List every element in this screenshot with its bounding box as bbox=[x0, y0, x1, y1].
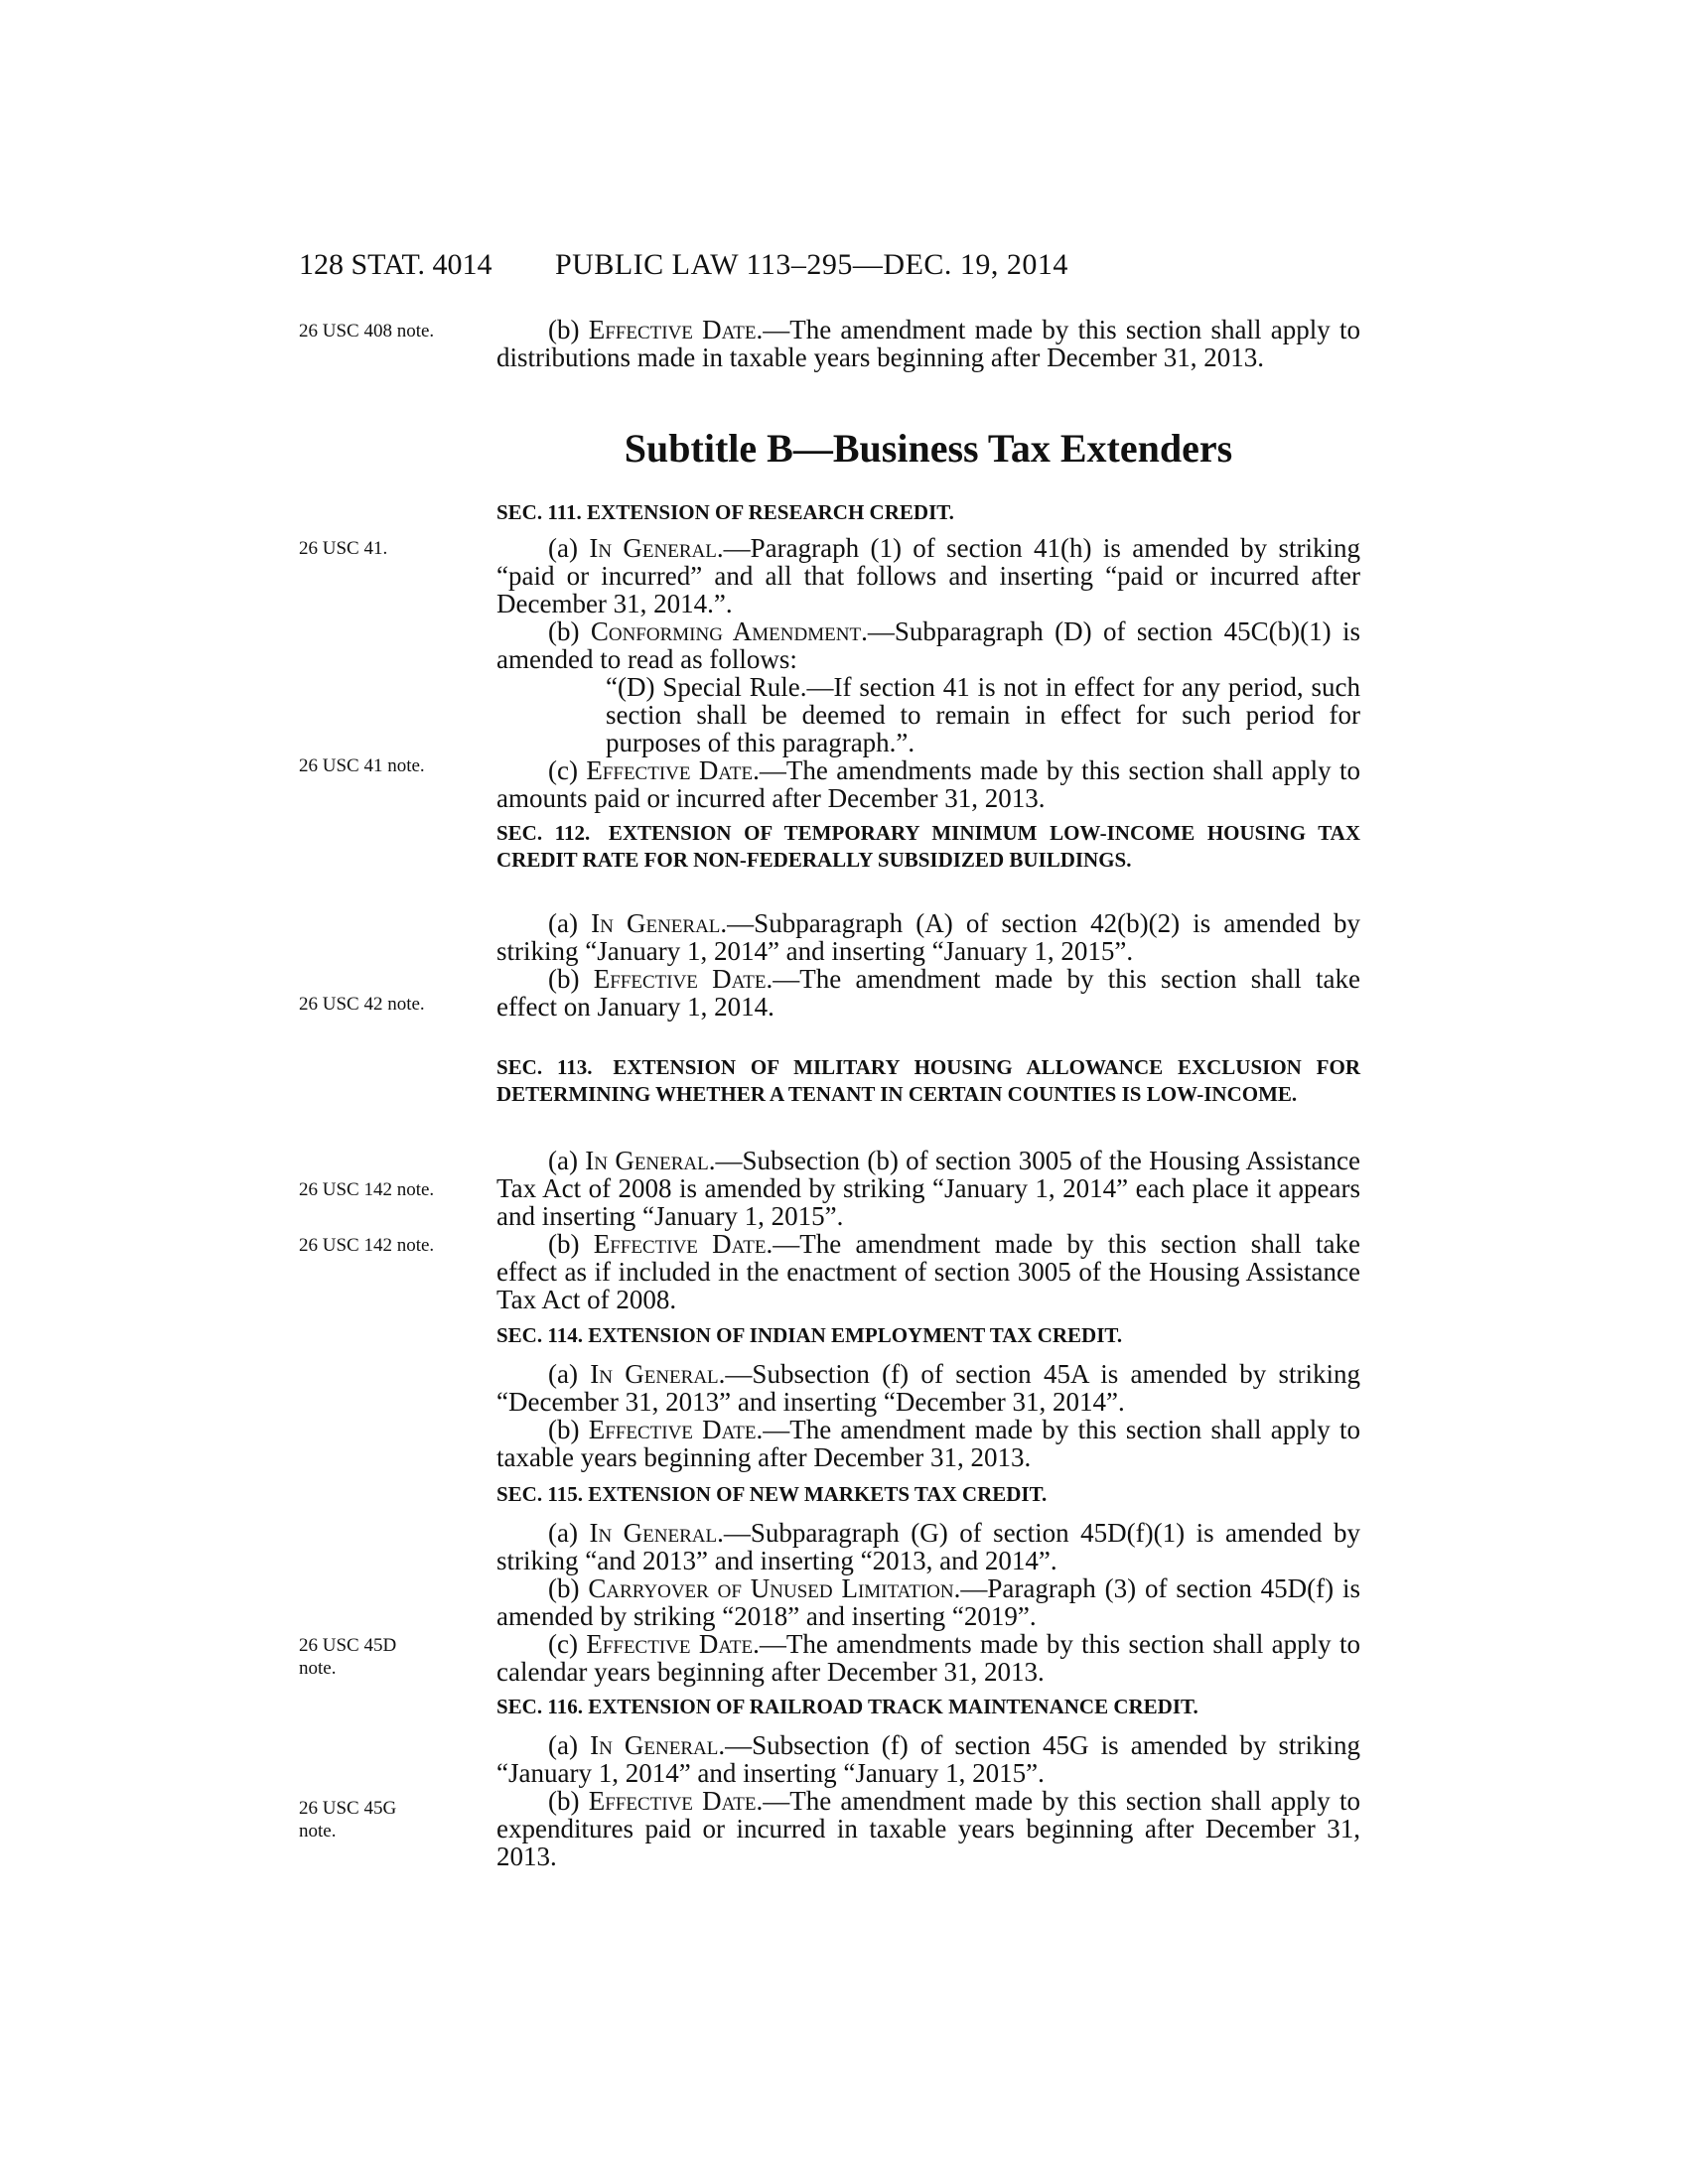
paragraph-label: (a) bbox=[548, 1518, 590, 1548]
paragraph-label: “(D) bbox=[606, 672, 663, 702]
paragraph-heading: In General bbox=[589, 1518, 718, 1548]
running-header bbox=[299, 248, 1371, 288]
paragraph-label: (b) bbox=[548, 616, 591, 646]
margin-note bbox=[299, 1634, 478, 1680]
paragraph-text: .—Subsection (f) of section 45A is amended by striking “December 31, 2013” and inserting “December 31, 2014”. bbox=[496, 1359, 1360, 1417]
paragraph-text: .—The amendment made by this section shall apply to expenditures paid or incurred in taxable years beginning after December 31, 2013. bbox=[496, 1786, 1361, 1871]
paragraph bbox=[496, 756, 1360, 812]
paragraph-label: (a) bbox=[548, 1146, 586, 1175]
paragraph bbox=[496, 1731, 1360, 1787]
section-112-body bbox=[496, 909, 1360, 1021]
paragraph bbox=[496, 1574, 1360, 1630]
paragraph-heading: In General bbox=[590, 1730, 719, 1760]
margin-note: 26 USC 41. bbox=[299, 538, 388, 559]
paragraph-heading: In General bbox=[591, 908, 721, 938]
paragraph-heading: Effective Date bbox=[586, 755, 754, 785]
paragraph-text: .—The amendment made by this section shall take effect as if included in the enactment of section 3005 of the Housing Assistance Tax Act of 2008. bbox=[496, 1229, 1360, 1314]
paragraph bbox=[496, 1360, 1360, 1416]
paragraph bbox=[496, 1630, 1360, 1686]
paragraph bbox=[496, 1787, 1360, 1870]
paragraph-heading: Special Rule bbox=[662, 672, 800, 702]
margin-note-line: 26 USC 45G bbox=[299, 1798, 397, 1819]
paragraph bbox=[496, 1230, 1360, 1313]
paragraph-text: .—Paragraph (3) of section 45D(f) is amended by striking “2018” and inserting “2019”. bbox=[496, 1573, 1360, 1631]
section-title: EXTENSION OF TEMPORARY MINIMUM LOW-INCOME HOUSING TAX CREDIT RATE FOR NON-FEDERALLY SUBSIDIZED BUILDINGS. bbox=[496, 821, 1360, 872]
section-113-body bbox=[496, 1147, 1360, 1313]
paragraph-text: .—Paragraph (1) of section 41(h) is amended by striking “paid or incurred” and all that follows and inserting “paid or incurred after December 31, 2014.”. bbox=[496, 533, 1360, 618]
section-heading-112 bbox=[496, 820, 1360, 874]
margin-note bbox=[299, 1797, 478, 1843]
section-heading-113 bbox=[496, 1054, 1360, 1108]
paragraph-label: (b) bbox=[548, 315, 589, 344]
paragraph-text: .—Subparagraph (A) of section 42(b)(2) is amended by striking “January 1, 2014” and inserting “January 1, 2015”. bbox=[496, 908, 1361, 966]
section-number: SEC. 112. bbox=[496, 821, 591, 845]
section-111-body bbox=[496, 534, 1360, 812]
section-heading-116: SEC. 116. EXTENSION OF RAILROAD TRACK MAINTENANCE CREDIT. bbox=[496, 1695, 1198, 1718]
paragraph-text: .—If section 41 is not in effect for any period, such section shall be deemed to remain in effect for such period for purposes of this paragraph.”. bbox=[606, 672, 1360, 757]
section-heading-111: SEC. 111. EXTENSION OF RESEARCH CREDIT. bbox=[496, 500, 954, 524]
section-115-body bbox=[496, 1519, 1360, 1686]
paragraph-heading: Effective Date bbox=[588, 1415, 757, 1444]
section-title: EXTENSION OF MILITARY HOUSING ALLOWANCE EXCLUSION FOR DETERMINING WHETHER A TENANT IN CERTAIN COUNTIES IS LOW-INCOME. bbox=[496, 1055, 1360, 1106]
paragraph bbox=[496, 316, 1360, 371]
paragraph-text: .—The amendments made by this section shall apply to amounts paid or incurred after December 31, 2013. bbox=[496, 755, 1360, 813]
paragraph-heading: Carryover of Unused Limitation bbox=[588, 1573, 954, 1603]
page-folio: 128 STAT. 4014 bbox=[299, 248, 492, 281]
paragraph-text: .—Subparagraph (D) of section 45C(b)(1) is amended to read as follows: bbox=[496, 616, 1360, 674]
margin-note: 26 USC 142 note. bbox=[299, 1179, 435, 1200]
paragraph bbox=[496, 1416, 1360, 1471]
paragraph-heading: Effective Date bbox=[588, 1786, 757, 1816]
subtitle-heading: Subtitle B—Business Tax Extenders bbox=[624, 426, 1233, 471]
paragraph-text: .—Subparagraph (G) of section 45D(f)(1) is amended by striking “and 2013” and inserting “2013, and 2014”. bbox=[496, 1518, 1360, 1575]
paragraph-label: (a) bbox=[548, 1359, 591, 1389]
paragraph-heading: In General bbox=[589, 533, 717, 563]
margin-note-line: note. bbox=[299, 1821, 337, 1842]
margin-note: 26 USC 41 note. bbox=[299, 755, 425, 776]
margin-note: 26 USC 142 note. bbox=[299, 1235, 435, 1256]
paragraph-label: (b) bbox=[548, 1229, 594, 1259]
paragraph bbox=[496, 534, 1360, 617]
margin-note-line: note. bbox=[299, 1658, 337, 1679]
paragraph-text: .—The amendments made by this section shall apply to calendar years beginning after December 31, 2013. bbox=[496, 1629, 1360, 1687]
public-law-title: PUBLIC LAW 113–295—DEC. 19, 2014 bbox=[555, 248, 1068, 281]
prior-section-effective-date bbox=[496, 316, 1360, 371]
paragraph bbox=[496, 1147, 1360, 1230]
paragraph bbox=[496, 965, 1360, 1021]
paragraph-heading: Effective Date bbox=[586, 1629, 754, 1659]
section-number: SEC. 113. bbox=[496, 1055, 593, 1079]
paragraph-label: (b) bbox=[548, 1786, 589, 1816]
paragraph bbox=[496, 909, 1360, 965]
margin-note: 26 USC 42 note. bbox=[299, 994, 425, 1015]
margin-note: 26 USC 408 note. bbox=[299, 321, 435, 341]
paragraph-label: (a) bbox=[548, 1730, 591, 1760]
paragraph-text: .—Subsection (b) of section 3005 of the Housing Assistance Tax Act of 2008 is amended by striking “January 1, 2014” each place it appears and inserting “January 1, 2015”. bbox=[496, 1146, 1360, 1231]
paragraph-text: .—The amendment made by this section shall apply to taxable years beginning after December 31, 2013. bbox=[496, 1415, 1361, 1472]
paragraph-heading: In General bbox=[585, 1146, 709, 1175]
paragraph-heading: Effective Date bbox=[593, 1229, 767, 1259]
paragraph-heading: Conforming Amendment bbox=[590, 616, 862, 646]
margin-note-line: 26 USC 45D bbox=[299, 1635, 397, 1656]
paragraph-text: .—The amendment made by this section shall apply to distributions made in taxable years beginning after December 31, 2013. bbox=[496, 315, 1361, 372]
paragraph-heading: In General bbox=[590, 1359, 719, 1389]
paragraph bbox=[496, 1519, 1360, 1574]
paragraph-label: (b) bbox=[548, 964, 594, 994]
paragraph-label: (c) bbox=[548, 755, 587, 785]
section-heading-114: SEC. 114. EXTENSION OF INDIAN EMPLOYMENT TAX CREDIT. bbox=[496, 1323, 1123, 1347]
paragraph-text: .—Subsection (f) of section 45G is amended by striking “January 1, 2014” and inserting “January 1, 2015”. bbox=[496, 1730, 1361, 1788]
paragraph bbox=[496, 617, 1360, 673]
quoted-text bbox=[496, 673, 1360, 756]
section-114-body bbox=[496, 1360, 1360, 1471]
paragraph-label: (a) bbox=[548, 533, 590, 563]
paragraph-label: (b) bbox=[548, 1415, 589, 1444]
paragraph-text: .—The amendment made by this section shall take effect on January 1, 2014. bbox=[496, 964, 1360, 1022]
section-heading-115: SEC. 115. EXTENSION OF NEW MARKETS TAX CREDIT. bbox=[496, 1482, 1048, 1506]
paragraph-heading: Effective Date bbox=[588, 315, 757, 344]
section-116-body bbox=[496, 1731, 1360, 1870]
paragraph-label: (c) bbox=[548, 1629, 587, 1659]
paragraph-label: (a) bbox=[548, 908, 592, 938]
paragraph-heading: Effective Date bbox=[593, 964, 767, 994]
paragraph-label: (b) bbox=[548, 1573, 589, 1603]
